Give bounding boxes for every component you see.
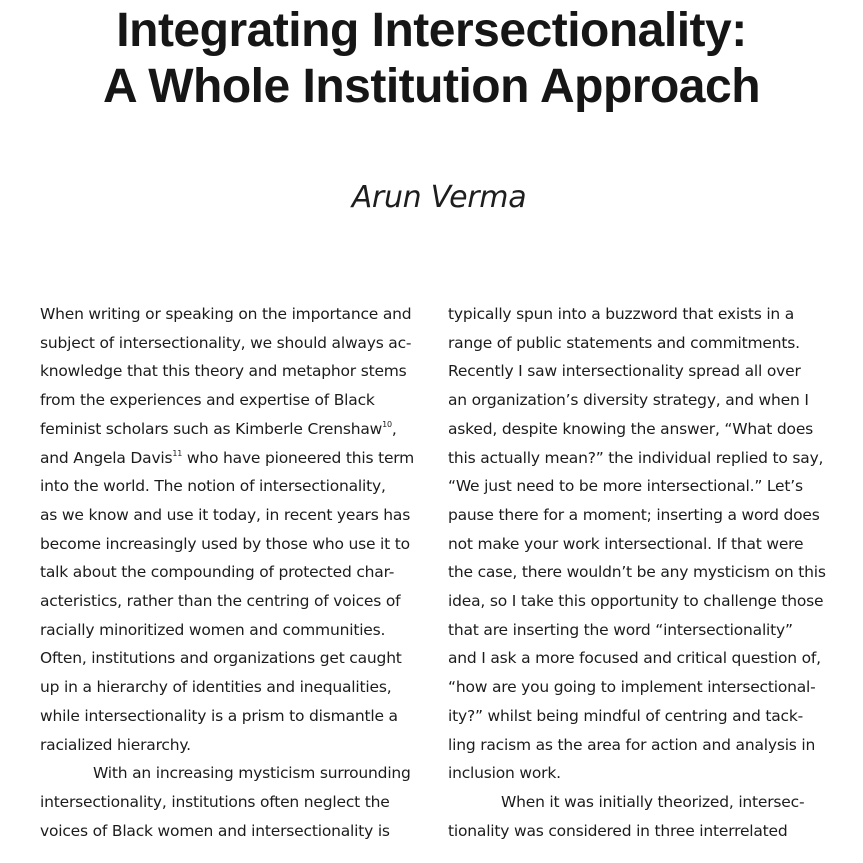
article-title-line-1: Integrating Intersectionality: — [116, 4, 747, 57]
body-line-with-footnote — [40, 415, 430, 444]
body-line: from the experiences and expertise of Black — [40, 391, 375, 410]
body-line: asked, despite knowing the answer, “What does — [448, 419, 814, 438]
footnote-marker-10[interactable]: 10 — [382, 419, 392, 429]
footnote-marker-11[interactable]: 11 — [172, 448, 183, 458]
body-line: not make your work intersectional. If that were — [448, 534, 804, 553]
body-line: “We just need to be more intersectional.” Let’s — [448, 477, 803, 496]
paragraph-start-line: With an increasing mysticism surrounding — [93, 764, 411, 783]
body-line: knowledge that this theory and metaphor stems — [40, 362, 407, 381]
body-line: an organization’s diversity strategy, and when I — [448, 391, 809, 410]
body-text: and Angela Davis — [40, 448, 173, 467]
body-line: “how are you going to implement intersectional- — [448, 678, 816, 697]
body-line: and I ask a more focused and critical question of, — [448, 649, 821, 668]
body-line: acteristics, rather than the centring of voices of — [40, 592, 401, 611]
body-column-left — [40, 300, 430, 845]
body-line: pause there for a moment; inserting a word does — [448, 505, 820, 524]
body-line: this actually mean?” the individual replied to say, — [448, 448, 824, 467]
body-line: When writing or speaking on the importance and — [40, 305, 412, 323]
body-line: tionality was considered in three interrelated — [448, 821, 788, 840]
body-line: into the world. The notion of intersectionality, — [40, 477, 386, 496]
body-line: that are inserting the word “intersectionality” — [448, 620, 793, 639]
body-line: racialized hierarchy. — [40, 735, 191, 754]
body-line: ling racism as the area for action and analysis in — [448, 735, 816, 754]
body-line: range of public statements and commitments. — [448, 333, 800, 352]
body-line: idea, so I take this opportunity to challenge those — [448, 592, 824, 611]
author-name: Arun Verma — [351, 180, 527, 215]
body-line-with-footnote — [40, 444, 430, 473]
body-line: ity?” whilst being mindful of centring and tack- — [448, 706, 804, 725]
body-line: become increasingly used by those who use it to — [40, 534, 410, 553]
body-line: up in a hierarchy of identities and inequalities, — [40, 678, 392, 697]
body-line: racially minoritized women and communities. — [40, 620, 386, 639]
body-text: who have pioneered this term — [182, 448, 415, 467]
body-column-right — [448, 300, 843, 845]
body-line: the case, there wouldn’t be any mysticism on this — [448, 563, 826, 582]
article-title — [0, 0, 863, 115]
body-text: feminist scholars such as Kimberle Crenshaw — [40, 419, 383, 438]
body-line: subject of intersectionality, we should always ac- — [40, 333, 412, 352]
body-line: talk about the compounding of protected char- — [40, 563, 395, 582]
body-line: Often, institutions and organizations get caught — [40, 649, 402, 668]
body-text: , — [391, 419, 397, 438]
body-line: inclusion work. — [448, 764, 561, 783]
body-line: typically spun into a buzzword that exists in a — [448, 305, 795, 323]
body-line: while intersectionality is a prism to dismantle a — [40, 706, 398, 725]
body-line: as we know and use it today, in recent years has — [40, 505, 411, 524]
article-title-line-2: A Whole Institution Approach — [102, 60, 761, 113]
paragraph-start-line: When it was initially theorized, intersec- — [501, 792, 805, 811]
body-line: intersectionality, institutions often neglect the — [40, 792, 390, 811]
body-line: Recently I saw intersectionality spread all over — [448, 362, 801, 381]
body-line: voices of Black women and intersectionality is — [40, 821, 390, 840]
